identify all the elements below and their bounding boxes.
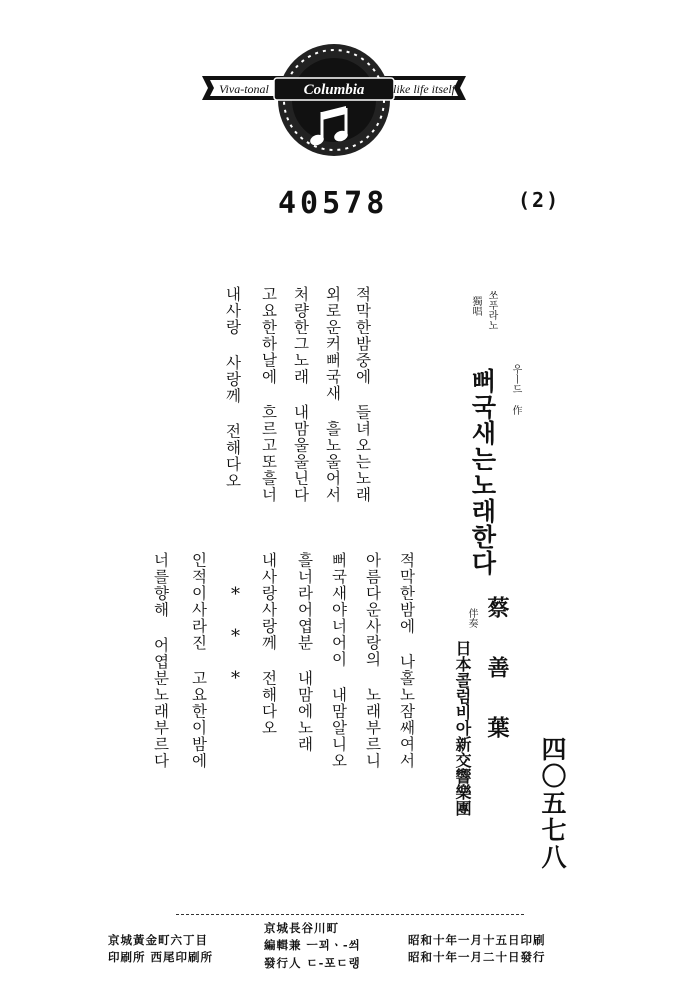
accompaniment-label: 伴奏 bbox=[466, 608, 477, 628]
lyric-line: 내사랑사랑께 전해다오 bbox=[259, 552, 278, 736]
imprint-printer-name: 印刷所 西尾印刷所 bbox=[108, 950, 214, 965]
imprint-publish-date: 昭和十年一月二十日發行 bbox=[408, 950, 546, 965]
lyric-line: 외로운커뻐국새 흘노울어서 bbox=[323, 286, 342, 503]
imprint-publisher-address: 京城長谷川町 bbox=[264, 921, 339, 935]
lyric-line: 처량한그노래 내맘울울닌다 bbox=[291, 286, 310, 503]
imprint-printer-address: 京城黃金町六丁目 bbox=[108, 933, 208, 947]
stars-separator: * * * bbox=[225, 584, 246, 689]
orchestra-name: 日本콜럼비아新交響樂團 bbox=[453, 640, 472, 816]
lyric-line: 적막한밤에 나홀노잠쌔여서 bbox=[397, 552, 416, 769]
logo-right-motto: like life itself bbox=[393, 82, 455, 96]
imprint-editor: 編輯兼 ㅡ꾀ㆍ-씌 bbox=[264, 938, 361, 953]
imprint-print-date: 昭和十年一月十五日印刷 bbox=[408, 933, 546, 947]
singer-name: 蔡 善 葉 bbox=[484, 596, 510, 744]
catalog-number-kanji: 四〇五七八 bbox=[538, 736, 567, 871]
columbia-logo bbox=[200, 40, 468, 158]
imprint-printer bbox=[108, 932, 213, 967]
genre-hanja: 獨唱 bbox=[470, 296, 481, 316]
imprint-divider bbox=[176, 914, 524, 915]
lyric-line: 너를향해 어엽분노래부르다 bbox=[151, 552, 170, 769]
logo-brand: Columbia bbox=[303, 82, 365, 98]
imprint-dates bbox=[408, 932, 546, 967]
imprint-publisher bbox=[264, 920, 361, 972]
lyric-line: 아름다운사랑의 노래부르니 bbox=[363, 552, 382, 769]
genre-reading: 쏘푸라노 bbox=[486, 290, 497, 330]
logo-left-motto: Viva-tonal bbox=[219, 82, 269, 96]
side-label: (2) bbox=[518, 188, 561, 212]
lyric-line: 흘너라어엽분 내맘에노래 bbox=[295, 552, 314, 753]
song-title: 뻐국새는노래한다 bbox=[468, 368, 497, 576]
lyric-line: 뻐국새야너어이 내맘알니오 bbox=[329, 552, 348, 769]
lyric-line: 인적이사라진 고요한이밤에 bbox=[189, 552, 208, 769]
lyric-line: 내사랑 사랑께 전해다오 bbox=[223, 286, 242, 489]
song-author: 우ㅣ드 作 bbox=[510, 364, 521, 415]
catalog-number: 40578 bbox=[278, 186, 389, 221]
lyric-line: 적막한밤중에 들녀오는노래 bbox=[353, 286, 372, 503]
imprint-publisher-name: 發行人 ㄷ-포ㄷ랭 bbox=[264, 955, 361, 970]
lyric-line: 고요한하날에 흐르고또흘너 bbox=[259, 286, 278, 503]
